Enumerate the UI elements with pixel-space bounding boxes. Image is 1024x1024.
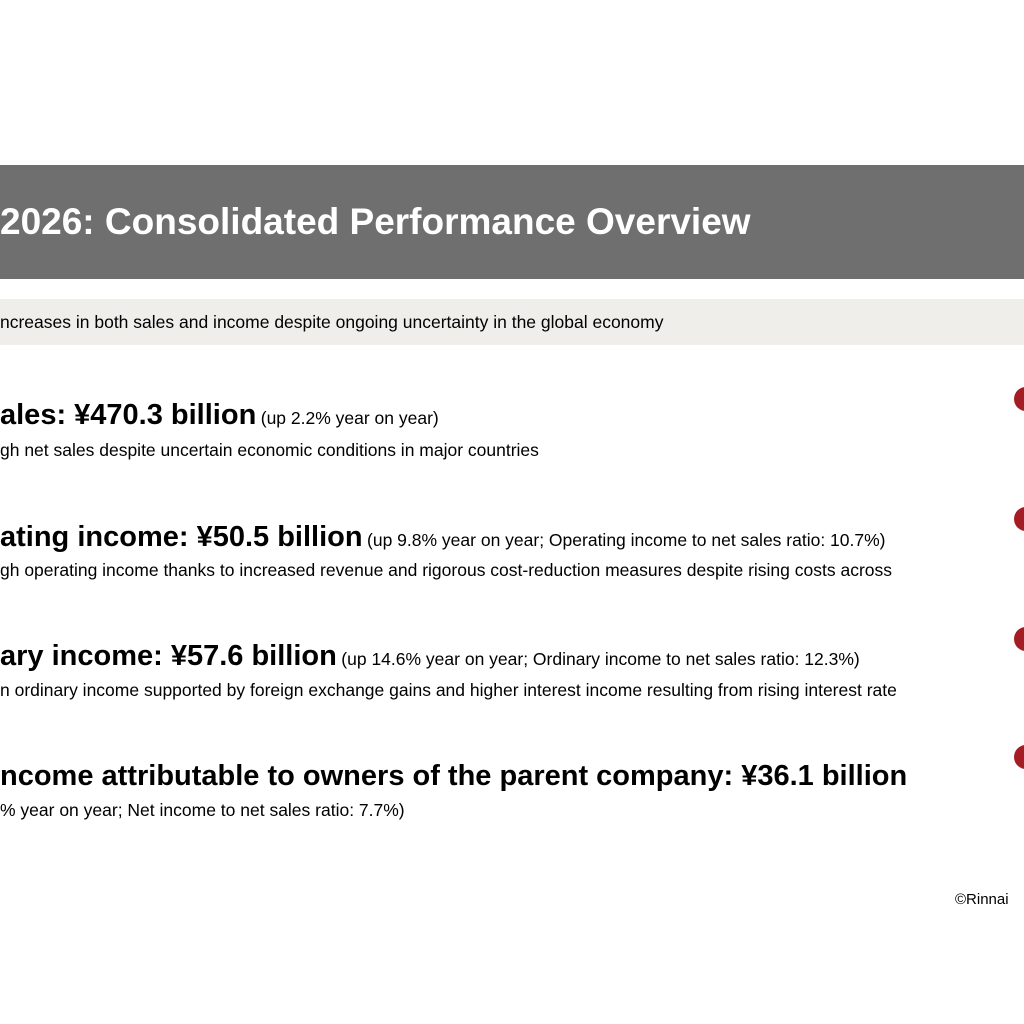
net-sales-label: ales: ¥470.3 billion (0, 399, 257, 431)
operating-income-note: (up 9.8% year on year; Operating income to net sales ratio: 10.7%) (367, 530, 886, 550)
operating-income-heading (0, 519, 886, 560)
operating-income-label: ating income: ¥50.5 billion (0, 521, 363, 553)
net-sales-note: (up 2.2% year on year) (260, 408, 439, 428)
slide-title: 2026: Consolidated Performance Overview (0, 201, 751, 242)
ordinary-income-bullet-icon (1014, 627, 1024, 651)
net-sales-description: gh net sales despite uncertain economic conditions in major countries (0, 440, 539, 460)
ordinary-income-heading (0, 638, 860, 679)
net-income-heading (0, 758, 907, 799)
net-income-bullet-icon (1014, 745, 1024, 769)
ordinary-income-note: (up 14.6% year on year; Ordinary income to net sales ratio: 12.3%) (341, 649, 860, 669)
ordinary-income-description: n ordinary income supported by foreign exchange gains and higher interest income resulting from rising interest rate (0, 680, 897, 700)
net-sales-bullet-icon (1014, 387, 1024, 411)
operating-income-bullet-icon (1014, 507, 1024, 531)
net-income-label: ncome attributable to owners of the parent company: ¥36.1 billion (0, 760, 908, 792)
summary-text: ncreases in both sales and income despite ongoing uncertainty in the global economy (0, 312, 664, 332)
ordinary-income-label: ary income: ¥57.6 billion (0, 640, 337, 672)
copyright-text: ©Rinnai (955, 891, 1009, 908)
net-income-description: % year on year; Net income to net sales ratio: 7.7%) (0, 800, 405, 820)
operating-income-description: gh operating income thanks to increased revenue and rigorous cost-reduction measures despite rising costs across (0, 560, 893, 580)
net-sales-heading (0, 397, 439, 438)
